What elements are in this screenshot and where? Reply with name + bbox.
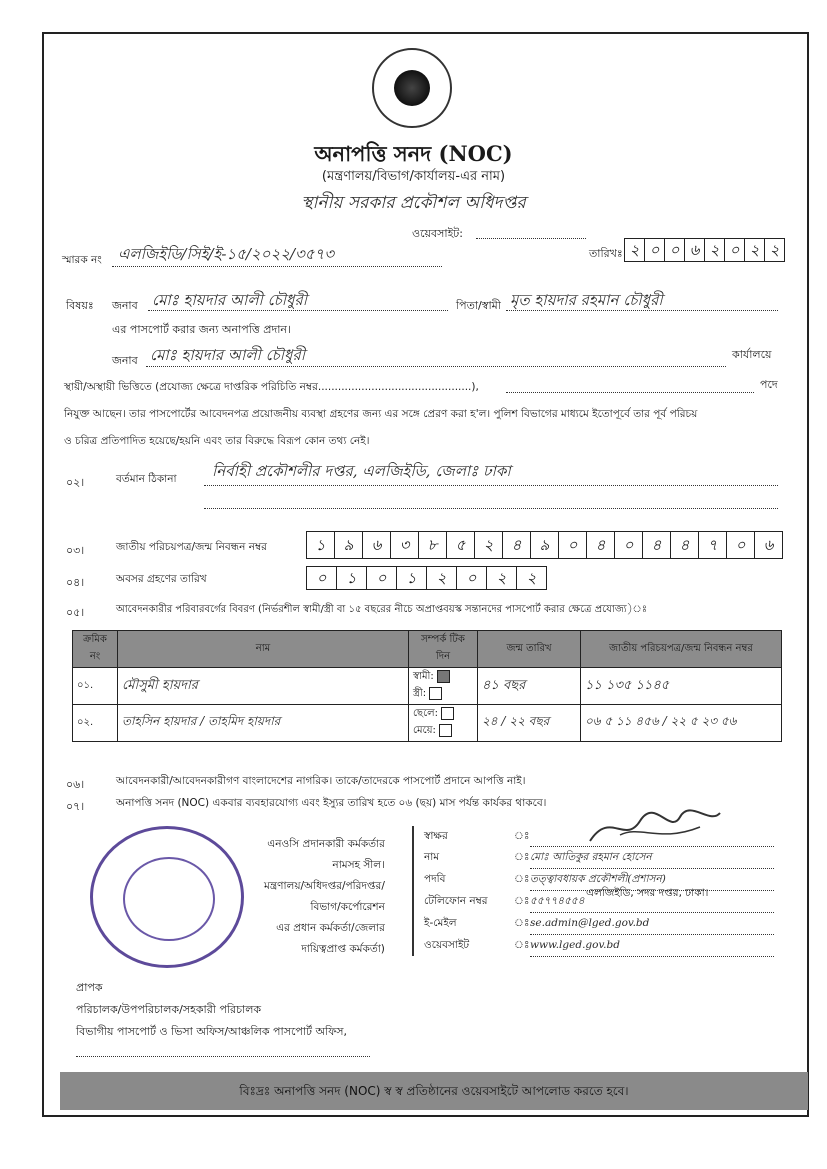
digit-box: ৬ [363, 531, 391, 559]
date-boxes [624, 238, 785, 262]
item-06-num: ০৬। [66, 778, 85, 791]
handwritten-signature [580, 805, 730, 851]
office-stamp [90, 826, 244, 968]
digit-box: ৬ [685, 238, 705, 262]
col-serial: ক্রমিক নং [73, 631, 118, 668]
signature-field-label: ওয়েবসাইট [424, 939, 470, 951]
digit-box: ০ [367, 566, 397, 590]
item-03-num: ০৩। [66, 544, 85, 557]
item-07-text: অনাপত্তি সনদ (NOC) একবার ব্যবহারযোগ্য এবং ইস্যুর তারিখ হতে ০৬ (ছয়) মাস পর্যন্ত কার্যকর থাকবে। [116, 797, 547, 809]
signature-field-value: মোঃ আতিকুর রহমান হোসেন [530, 847, 774, 869]
signature-field-label: পদবি [424, 873, 446, 885]
table-row [73, 705, 782, 742]
body-pode: পদে [760, 378, 778, 391]
ref-label: স্মারক নং [62, 254, 102, 266]
digit-box: ১ [397, 566, 427, 590]
rel-husband-checkbox[interactable] [437, 670, 450, 683]
digit-box: ২ [475, 531, 503, 559]
digit-box: ০ [727, 531, 755, 559]
row-relation [409, 668, 478, 705]
retire-label: অবসর গ্রহণের তারিখ [116, 573, 207, 585]
family-label: আবেদনকারীর পরিবারবর্গের বিবরণ (নির্ভরশীল স্বামী/স্ত্রী বা ১৫ বছরের নীচে অপ্রাপ্তবয়স্ক সন্তানদের পাসপোর্ট করার ক্ষেত্রে প্রযোজ্য)ঃ [116, 604, 648, 615]
digit-box: ৪ [643, 531, 671, 559]
rel-son-label: ছেলে: [413, 708, 438, 719]
retire-boxes [306, 566, 547, 590]
subject-line2: এর পাসপোর্ট করার জন্য অনাপত্তি প্রদান। [112, 323, 291, 336]
col-nid: জাতীয় পরিচয়পত্র/জন্ম নিবন্ধন নম্বর [581, 631, 782, 668]
body-janab: জনাব [112, 354, 138, 367]
office-name: স্থানীয় সরকার প্রকৌশল অধিদপ্তর [301, 193, 526, 213]
digit-box: ৭ [699, 531, 727, 559]
signature-field-value: www.lged.gov.bd [530, 935, 774, 957]
digit-box: ৯ [531, 531, 559, 559]
signature-field-row [424, 913, 774, 935]
table-row [73, 668, 782, 705]
signature-left-line: এনওসি প্রদানকারী কর্মকর্তার [267, 838, 385, 850]
digit-box: ০ [457, 566, 487, 590]
rel-son-checkbox[interactable] [441, 707, 454, 720]
rel-daughter-checkbox[interactable] [439, 724, 452, 737]
row-nid: ১১ ১৩৫ ১১৪৫ [581, 668, 782, 705]
signature-field-row [424, 935, 774, 957]
rel-wife-label: স্ত্রী: [413, 688, 427, 699]
signature-field-value: se.admin@lged.gov.bd [530, 913, 774, 935]
col-relation: সম্পর্ক টিক দিন [409, 631, 478, 668]
col-dob: জন্ম তারিখ [478, 631, 581, 668]
signature-field-value: ৫৫৭৭৪৫৫৪ [530, 891, 774, 913]
row-relation [409, 705, 478, 742]
row-name: তাহসিন হায়দার / তাহমিদ হায়দার [118, 705, 409, 742]
father-name: মৃত হায়দার রহমান চৌধুরী [510, 291, 663, 309]
item-06-text: আবেদনকারী/আবেদনকারীগণ বাংলাদেশের নাগরিক। তাকে/তাদেরকে পাসপোর্ট প্রদানে আপত্তি নাই। [116, 775, 526, 787]
digit-box: ১ [306, 531, 335, 559]
family-table [72, 630, 782, 742]
digit-box: ৩ [391, 531, 419, 559]
ref-number: এলজিইডি/সিই/ই-১৫/২০২২/৩৫৭৩ [118, 245, 334, 263]
signature-field-colon: ঃ [514, 830, 530, 842]
seal-emblem-icon [394, 70, 430, 106]
recipient-line2: বিভাগীয় পাসপোর্ট ও ভিসা অফিস/আঞ্চলিক পাসপোর্ট অফিস, [76, 1025, 347, 1038]
signature-left-line: এর প্রধান কর্মকর্তা/জেলার [276, 922, 385, 934]
address-value: নির্বাহী প্রকৌশলীর দপ্তর, এলজিইডি, জেলাঃ ঢাকা [212, 462, 511, 480]
signature-field-label: স্বাক্ষর [424, 830, 448, 842]
signature-field-colon: ঃ [514, 917, 530, 929]
body-paragraph-2: ও চরিত্র প্রতিপাদিত হয়েছে/হয়নি এবং তার বিরুদ্ধে বিরূপ কোন তথ্য নেই। [64, 435, 370, 447]
digit-box: ০ [645, 238, 665, 262]
document-title: অনাপত্তি সনদ (NOC) [314, 141, 513, 166]
digit-box: ০ [725, 238, 745, 262]
body-line-a: স্থায়ী/অস্থায়ী ভিত্তিতে (প্রযোজ্য ক্ষেত্রে দাপ্তরিক পরিচিতি নম্বর..............................................), [64, 381, 479, 393]
digit-box: ২ [765, 238, 785, 262]
rel-daughter-label: মেয়ে: [413, 725, 436, 736]
signature-field-label: টেলিফোন নম্বর [424, 895, 488, 907]
seal-sub: এলজিইডি, সদর দপ্তর, ঢাকা। [586, 887, 709, 899]
digit-box: ২ [745, 238, 765, 262]
digit-box: ০ [306, 566, 337, 590]
signature-field-colon: ঃ [514, 873, 530, 885]
digit-box: ০ [559, 531, 587, 559]
digit-box: ২ [427, 566, 457, 590]
digit-box: ১ [337, 566, 367, 590]
signature-field-label: নাম [424, 851, 440, 863]
digit-box: ৫ [447, 531, 475, 559]
row-dob: ২৪ / ২২ বছর [478, 705, 581, 742]
stamp-inner-ring [123, 857, 215, 941]
item-07-num: ০৭। [66, 800, 85, 813]
rel-husband-label: স্বামী: [413, 671, 434, 682]
signature-field-colon: ঃ [514, 851, 530, 863]
date-label: তারিখঃ [589, 247, 623, 260]
father-label: পিতা/স্বামী [456, 299, 501, 312]
row-dob: ৪১ বছর [478, 668, 581, 705]
row-serial: ০১. [73, 668, 118, 705]
body-paragraph: নিযুক্ত আছেন। তার পাসপোর্টের আবেদনপত্র প্রয়োজনীয় ব্যবস্থা গ্রহণের জন্য এর সঙ্গে প্রেরণ করা হ'ল। পুলিশ বিভাগের মাধ্যমে ইতোপূর্বে তার পূর্ব পরিচয় [64, 408, 698, 420]
item-02-num: ০২। [66, 476, 85, 489]
item-04-num: ০৪। [66, 576, 85, 589]
digit-box: ২ [624, 238, 645, 262]
body-name: মোঃ হায়দার আলী চৌধুরী [150, 346, 305, 364]
signature-field-colon: ঃ [514, 895, 530, 907]
office-suffix: কার্যালয়ে [732, 348, 772, 361]
subject-janab: জনাব [112, 299, 138, 312]
government-seal [372, 48, 452, 128]
digit-box: ০ [665, 238, 685, 262]
digit-box: ৪ [671, 531, 699, 559]
address-label: বর্তমান ঠিকানা [116, 473, 177, 485]
recipient-line1: পরিচালক/উপপরিচালক/সহকারী পরিচালক [76, 1003, 262, 1016]
signature-field-value: তত্ত্বাবধায়ক প্রকৌশলী(প্রশাসন) [530, 869, 774, 891]
digit-box: ২ [517, 566, 547, 590]
signature-left-line: দায়িত্বপ্রাপ্ত কর্মকর্তা) [301, 943, 385, 955]
rel-wife-checkbox[interactable] [429, 687, 442, 700]
signature-left-line: বিভাগ/কর্পোরেশন [310, 901, 385, 913]
digit-box: ০ [615, 531, 643, 559]
digit-box: ৪ [587, 531, 615, 559]
nid-boxes [306, 531, 783, 559]
digit-box: ৪ [503, 531, 531, 559]
subject-name: মোঃ হায়দার আলী চৌধুরী [152, 291, 307, 309]
digit-box: ২ [487, 566, 517, 590]
signature-left-labels [264, 834, 385, 960]
signature-field-label: ই-মেইল [424, 917, 457, 929]
signature-left-line: মন্ত্রণালয়/অধিদপ্তর/পরিদপ্তর/ [264, 880, 385, 892]
subject-label: বিষয়ঃ [66, 299, 94, 312]
signature-field-colon: ঃ [514, 939, 530, 951]
signature-divider [412, 826, 416, 956]
nid-label: জাতীয় পরিচয়পত্র/জন্ম নিবন্ধন নম্বর [116, 541, 267, 553]
col-name: নাম [118, 631, 409, 668]
website-label: ওয়েবসাইট: [412, 227, 463, 240]
document-subtitle: (মন্ত্রণালয়/বিভাগ/কার্যালয়-এর নাম) [321, 169, 506, 184]
digit-box: ৬ [755, 531, 783, 559]
row-name: মৌসুমী হায়দার [118, 668, 409, 705]
digit-box: ৯ [335, 531, 363, 559]
item-05-num: ০৫। [66, 606, 85, 619]
digit-box: ৮ [419, 531, 447, 559]
signature-left-line: নামসহ সীল। [332, 859, 385, 871]
row-serial: ০২. [73, 705, 118, 742]
digit-box: ২ [705, 238, 725, 262]
footer-note: বিঃদ্রঃ অনাপত্তি সনদ (NOC) স্ব স্ব প্রতিষ্ঠানের ওয়েবসাইটে আপলোড করতে হবে। [60, 1072, 808, 1110]
row-nid: ০৬ ৫ ১১ ৪৫৬ / ২২ ৫ ২৩ ৫৬ [581, 705, 782, 742]
recipient-label: প্রাপক [76, 981, 103, 994]
